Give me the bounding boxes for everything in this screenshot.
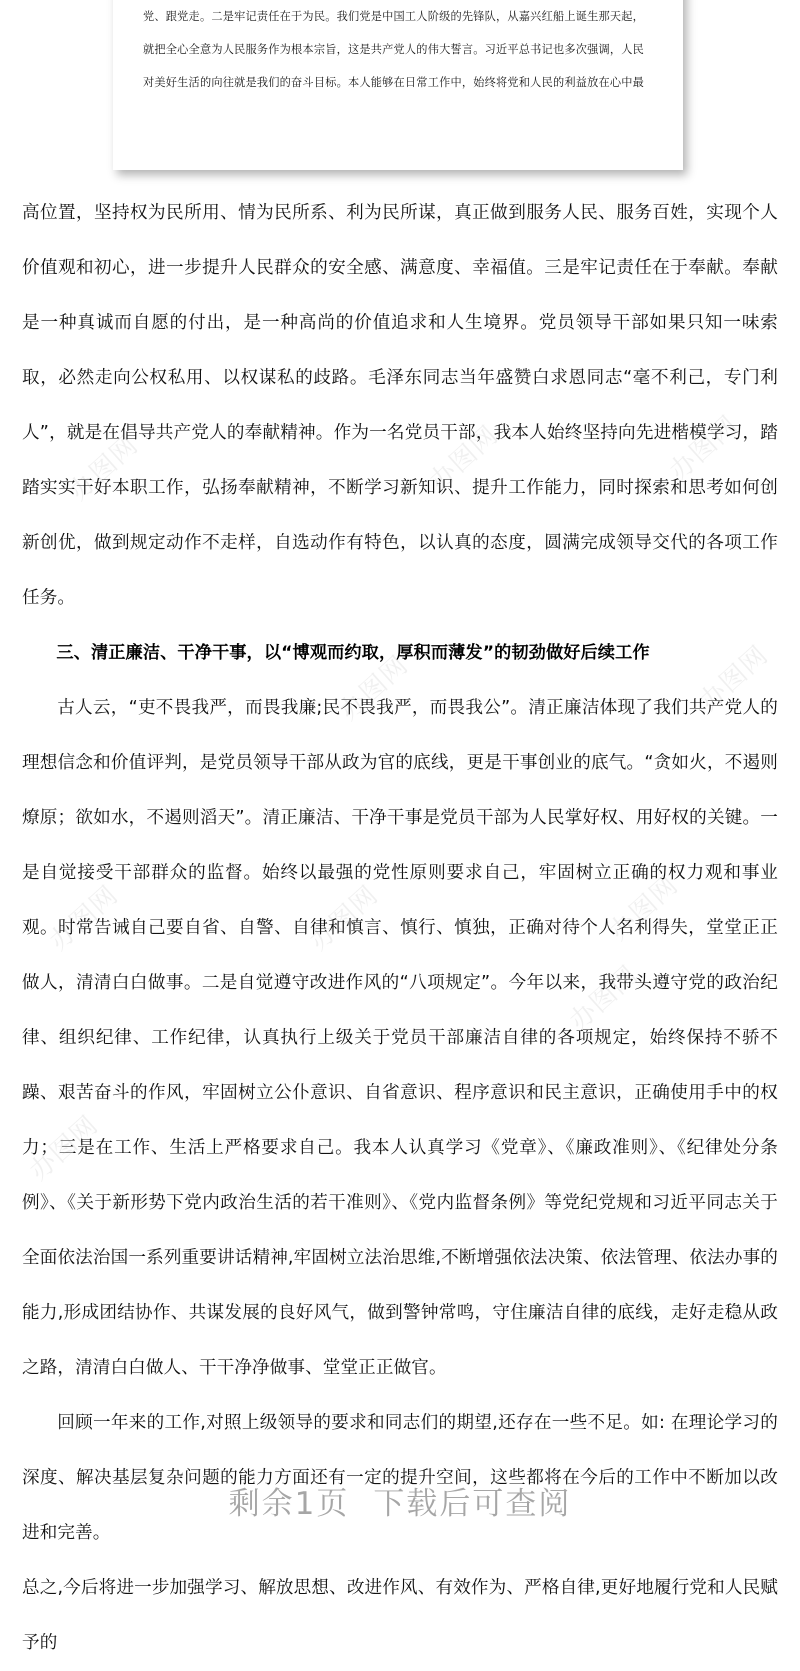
download-hint-label: 下载后可查阅 <box>373 1486 572 1522</box>
watermark-text: 办图网 <box>24 1110 105 1187</box>
remaining-pages-label: 剩余1页 <box>228 1486 350 1522</box>
body-paragraph-1: 高位置，坚持权为民所用、情为民所系、利为民所谋，真正做到服务人民、服务百姓，实现个人价值观和初心，进一步提升人民群众的安全感、满意度、幸福值。三是牢记责任在于奉献。奉献是一种真诚而自愿的付出，是一种高尚的价值追求和人生境界。党员领导干部如果只知一味索取，必然走向公权私用、以权谋私的歧路。毛泽东同志当年盛赞白求恩同志“毫不利己，专门利人”，就是在倡导共产党人的奉献精神。作为一名党员干部，我本人始终坚持向先进楷模学习，踏踏实实干好本职工作，弘扬奉献精神，不断学习新知识、提升工作能力，同时探索和思考如何创新创优，做到规定动作不走样，自选动作有特色，以认真的态度，圆满完成领导交代的各项工作任务。 <box>22 203 778 608</box>
preview-card-line: 就把全心全意为人民服务作为根本宗旨，这是共产党人的伟大誓言。习近平总书记也多次强调，人民 <box>143 43 645 56</box>
preview-card-line: 对美好生活的向往就是我们的奋斗目标。本人能够在日常工作中，始终将党和人民的利益放在心中最 <box>143 76 645 89</box>
watermark-text: 办图网 <box>564 960 645 1037</box>
body-paragraph-4: 总之,今后将进一步加强学习、解放思想、改进作风、有效作为、严格自律,更好地履行党和人民赋予的 <box>22 1578 778 1653</box>
preview-card-text-block <box>143 0 653 99</box>
watermark-text: 办图网 <box>44 880 125 957</box>
watermark-text: 办图网 <box>64 430 145 507</box>
watermark-text: 办图网 <box>424 420 505 497</box>
download-notice <box>0 1478 800 1523</box>
previous-page-preview-card <box>113 0 683 170</box>
preview-card-line: 党、跟党走。二是牢记责任在于为民。我们党是中国工人阶级的先锋队，从嘉兴红船上诞生那天起， <box>143 10 645 23</box>
watermark-text: 办图网 <box>664 410 745 487</box>
document-body <box>0 186 800 1671</box>
body-paragraph-3: 回顾一年来的工作,对照上级领导的要求和同志们的期望,还存在一些不足。如: 在理论学习的深度、解决基层复杂问题的能力方面还有一定的提升空间，这些都将在今后的工作中不断加以改进和完善。 <box>22 1413 778 1543</box>
watermark-text: 办图网 <box>694 640 775 717</box>
body-paragraph-2: 古人云，“吏不畏我严，而畏我廉;民不畏我严，而畏我公”。清正廉洁体现了我们共产党人的理想信念和价值评判，是党员领导干部从政为官的底线，更是干事创业的底气。“贪如火，不遏则燎原；欲如水，不遏则滔天”。清正廉洁、干净干事是党员干部为人民掌好权、用好权的关键。一是自觉接受干部群众的监督。始终以最强的党性原则要求自己，牢固树立正确的权力观和事业观。时常告诫自己要自省、自警、自律和慎言、慎行、慎独，正确对待个人名利得失，堂堂正正做人，清清白白做事。二是自觉遵守改进作风的“八项规定”。今年以来，我带头遵守党的政治纪律、组织纪律、工作纪律，认真执行上级关于党员干部廉洁自律的各项规定，始终保持不骄不躁、艰苦奋斗的作风，牢固树立公仆意识、自省意识、程序意识和民主意识，正确使用手中的权力；三是在工作、生活上严格要求自己。我本人认真学习《党章》、《廉政准则》、《纪律处分条例》、《关于新形势下党内政治生活的若干准则》、《党内监督条例》等党纪党规和习近平同志关于全面依法治国一系列重要讲话精神,牢固树立法治思维,不断增强依法决策、依法管理、依法办事的能力,形成团结协作、共谋发展的良好风气，做到警钟常鸣，守住廉洁自律的底线，走好走稳从政之路，清清白白做人、干干净净做事、堂堂正正做官。 <box>22 698 778 1378</box>
section-heading-3: 三、清正廉洁、干净干事，以“博观而约取，厚积而薄发”的韧劲做好后续工作 <box>56 643 650 663</box>
watermark-text: 办图网 <box>334 650 415 727</box>
watermark-text: 办图网 <box>604 870 685 947</box>
watermark-text: 办图网 <box>304 880 385 957</box>
